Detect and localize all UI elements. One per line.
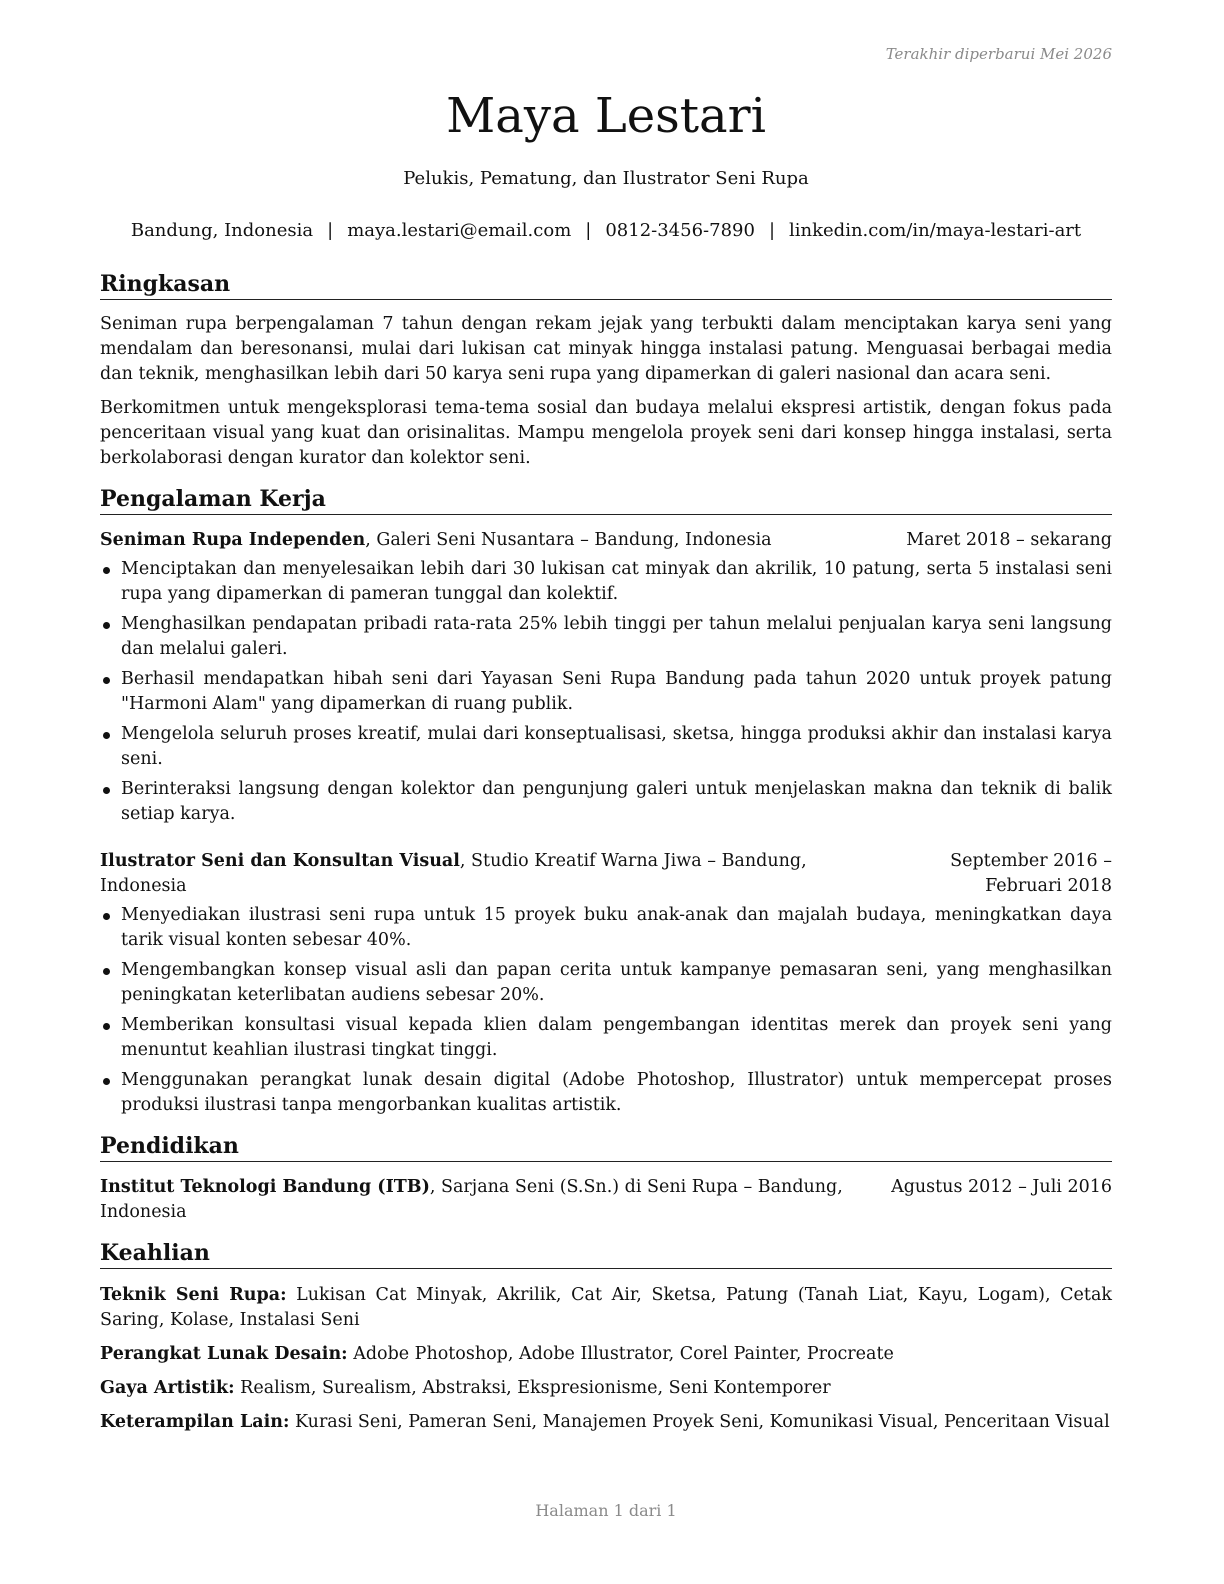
skill-row bbox=[100, 1283, 1112, 1333]
skill-value: Kurasi Seni, Pameran Seni, Manajemen Proyek Seni, Komunikasi Visual, Penceritaan Visual bbox=[289, 1412, 1110, 1432]
summary-section bbox=[100, 270, 1112, 471]
job-bullet bbox=[100, 612, 1112, 662]
last-updated-note: Terakhir diperbarui Mei 2026 bbox=[885, 45, 1112, 63]
skill-label: Gaya Artistik: bbox=[100, 1378, 235, 1398]
skill-row bbox=[100, 1410, 1112, 1435]
job-organization: , Studio Kreatif Warna Jiwa – Bandung, Indonesia bbox=[100, 851, 807, 896]
skill-row bbox=[100, 1376, 1112, 1401]
experience-section bbox=[100, 485, 1112, 1118]
candidate-name: Maya Lestari bbox=[446, 88, 766, 144]
skill-value: Adobe Photoshop, Adobe Illustrator, Corel Painter, Procreate bbox=[347, 1344, 894, 1364]
job-bullet bbox=[100, 1068, 1112, 1118]
section-title-experience: Pengalaman Kerja bbox=[100, 485, 1112, 515]
job-bullet-text: Menyediakan ilustrasi seni rupa untuk 15 proyek buku anak-anak dan majalah budaya, meningkatkan daya tarik visual konten sebesar 40%. bbox=[121, 905, 1112, 950]
job-bullet bbox=[100, 958, 1112, 1008]
bullet-icon bbox=[103, 787, 110, 794]
job-bullets bbox=[100, 903, 1112, 1118]
contact-separator: | bbox=[768, 220, 776, 241]
skill-label: Keterampilan Lain: bbox=[100, 1412, 290, 1432]
contact-line bbox=[100, 219, 1112, 243]
job-bullet-text: Mengelola seluruh proses kreatif, mulai dari konseptualisasi, sketsa, hingga produksi akhir dan instalasi karya seni. bbox=[121, 724, 1112, 769]
contact-linkedin[interactable]: linkedin.com/in/maya-lestari-art bbox=[789, 220, 1082, 241]
contact-location: Bandung, Indonesia bbox=[130, 220, 314, 241]
bullet-icon bbox=[103, 913, 110, 920]
education-dates: Agustus 2012 – Juli 2016 bbox=[891, 1177, 1112, 1197]
skill-value: Realism, Surealism, Abstraksi, Ekspresionisme, Seni Kontemporer bbox=[234, 1378, 831, 1398]
job-bullet-text: Berinteraksi langsung dengan kolektor dan pengunjung galeri untuk menjelaskan makna dan teknik di balik setiap karya. bbox=[121, 779, 1112, 824]
job-header bbox=[100, 528, 1112, 553]
contact-separator: | bbox=[327, 220, 334, 241]
job-bullets bbox=[100, 557, 1112, 827]
skill-value: Lukisan Cat Minyak, Akrilik, Cat Air, Sketsa, Patung (Tanah Liat, Kayu, Logam), Cetak Saring, Kolase, Instalasi Seni bbox=[100, 1285, 1112, 1330]
bullet-icon bbox=[103, 1078, 110, 1085]
section-title-education: Pendidikan bbox=[100, 1132, 1112, 1162]
summary-paragraph: Seniman rupa berpengalaman 7 tahun dengan rekam jejak yang terbukti dalam menciptakan karya seni yang mendalam dan beresonansi, mulai dari lukisan cat minyak hingga instalasi patung. Menguasai berbagai media dan teknik, menghasilkan lebih dari 50 karya seni rupa yang dipamerkan di galeri nasional dan acara seni. bbox=[100, 314, 1112, 384]
job-bullet bbox=[100, 777, 1112, 827]
bullet-icon bbox=[103, 567, 110, 574]
bullet-icon bbox=[103, 732, 110, 739]
job-bullet bbox=[100, 903, 1112, 953]
education-section bbox=[100, 1132, 1112, 1225]
skill-row bbox=[100, 1342, 1112, 1367]
job-dates: Maret 2018 – sekarang bbox=[906, 530, 1112, 550]
job-header bbox=[100, 849, 1112, 899]
job-bullet-text: Mengembangkan konsep visual asli dan papan cerita untuk kampanye pemasaran seni, yang menghasilkan peningkatan keterlibatan audiens sebesar 20%. bbox=[121, 960, 1112, 1005]
bullet-icon bbox=[103, 622, 110, 629]
job-bullet bbox=[100, 557, 1112, 607]
job-bullet bbox=[100, 667, 1112, 717]
contact-email[interactable]: maya.lestari@email.com bbox=[347, 220, 572, 241]
bullet-icon bbox=[103, 968, 110, 975]
education-entry bbox=[100, 1175, 1112, 1225]
summary-paragraph: Berkomitmen untuk mengeksplorasi tema-tema sosial dan budaya melalui ekspresi artistik, dengan fokus pada penceritaan visual yang kuat dan orisinalitas. Mampu mengelola proyek seni dari konsep hingga instalasi, serta berkolaborasi dengan kurator dan kolektor seni. bbox=[100, 398, 1112, 468]
section-title-skills: Keahlian bbox=[100, 1239, 1112, 1269]
contact-separator: | bbox=[585, 220, 592, 241]
bullet-icon bbox=[103, 1023, 110, 1030]
job-role: Seniman Rupa Independen bbox=[100, 530, 366, 550]
job-entry bbox=[100, 528, 1112, 827]
bullet-icon bbox=[103, 677, 110, 684]
job-bullet-text: Menggunakan perangkat lunak desain digital (Adobe Photoshop, Illustrator) untuk mempercepat proses produksi ilustrasi tanpa mengorbankan kualitas artistik. bbox=[121, 1070, 1112, 1115]
candidate-title: Pelukis, Pematung, dan Ilustrator Seni Rupa bbox=[403, 168, 809, 189]
section-title-summary: Ringkasan bbox=[100, 270, 1112, 300]
education-degree: , Sarjana Seni (S.Sn.) di Seni Rupa – Bandung, Indonesia bbox=[100, 1177, 843, 1222]
job-bullet-text: Menciptakan dan menyelesaikan lebih dari 30 lukisan cat minyak dan akrilik, 10 patung, serta 5 instalasi seni rupa yang dipamerkan di pameran tunggal dan kolektif. bbox=[121, 559, 1112, 604]
job-role: Ilustrator Seni dan Konsultan Visual bbox=[100, 851, 460, 871]
job-bullet-text: Berhasil mendapatkan hibah seni dari Yayasan Seni Rupa Bandung pada tahun 2020 untuk proyek patung "Harmoni Alam" yang dipamerkan di ruang publik. bbox=[121, 669, 1112, 714]
resume-content bbox=[100, 270, 1112, 1449]
job-dates: September 2016 – Februari 2018 bbox=[950, 851, 1112, 896]
page-number: Halaman 1 dari 1 bbox=[535, 1501, 677, 1520]
education-school: Institut Teknologi Bandung (ITB) bbox=[100, 1177, 430, 1197]
job-organization: , Galeri Seni Nusantara – Bandung, Indonesia bbox=[365, 530, 772, 550]
job-bullet-text: Memberikan konsultasi visual kepada klien dalam pengembangan identitas merek dan proyek seni yang menuntut keahlian ilustrasi tingkat tinggi. bbox=[121, 1015, 1112, 1060]
skill-label: Teknik Seni Rupa: bbox=[100, 1285, 287, 1305]
skills-section bbox=[100, 1239, 1112, 1435]
resume-page bbox=[100, 0, 1112, 1584]
job-bullet bbox=[100, 1013, 1112, 1063]
job-bullet bbox=[100, 722, 1112, 772]
skill-label: Perangkat Lunak Desain: bbox=[100, 1344, 348, 1364]
job-entry bbox=[100, 849, 1112, 1118]
job-bullet-text: Menghasilkan pendapatan pribadi rata-rata 25% lebih tinggi per tahun melalui penjualan karya seni langsung dan melalui galeri. bbox=[121, 614, 1112, 659]
contact-phone: 0812-3456-7890 bbox=[605, 220, 755, 241]
